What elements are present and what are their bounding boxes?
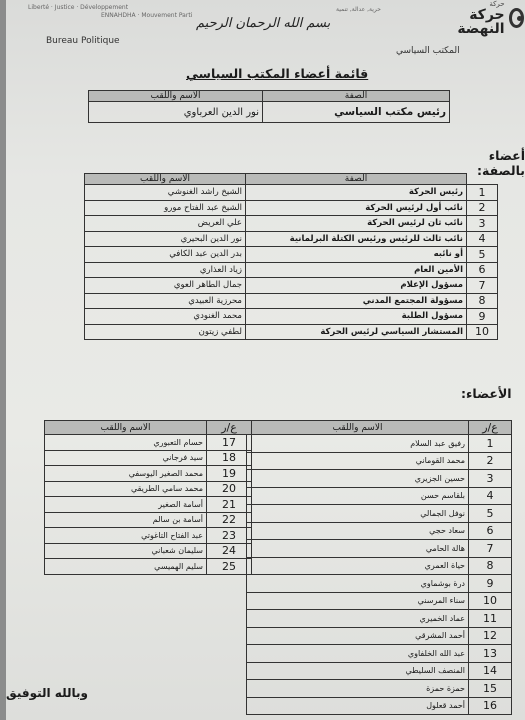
col-name-header: الاسم واللقب [85,174,246,185]
row-number: 19 [207,466,252,482]
table-row [247,610,512,628]
row-number: 8 [469,557,512,575]
table-row [85,262,498,278]
num-col-header [467,174,498,185]
row-number: 21 [207,497,252,513]
document-title: قائمة أعضاء المكتب السياسي [186,66,369,81]
name-cell: عبد الفتاح التاغوتي [45,528,207,544]
head-of-bureau-table [88,90,450,123]
row-number: 24 [207,543,252,559]
name-cell: محرزية العبيدي [85,293,246,309]
row-number: 7 [467,278,498,294]
table-row [45,481,252,497]
table-row [247,662,512,680]
header-slogan-ar: حرية, عدالة, تنمية [336,6,381,13]
name-cell: المنصف السليطي [247,662,469,680]
role-cell: رئيس الحركة [246,185,467,201]
table-row [45,528,252,544]
table-row [85,309,498,325]
role-cell: الأمين العام [246,262,467,278]
row-number: 4 [467,231,498,247]
row-number: 16 [469,697,512,715]
col-name-header: الاسم واللقب [247,421,469,435]
table-row [247,505,512,523]
row-number: 10 [469,592,512,610]
table-row [45,559,252,575]
row-number: 7 [469,540,512,558]
row-number: 4 [469,487,512,505]
name-cell: محمد القوماني [247,452,469,470]
name-cell: علي العريض [85,216,246,232]
name-cell: حياة العمري [247,557,469,575]
name-cell: أحمد المشرقي [247,627,469,645]
name-cell: نور الدين البحيري [85,231,246,247]
logo-emblem-icon [509,8,524,28]
table-row [85,247,498,263]
row-number: 2 [469,452,512,470]
name-cell: رفيق عبد السلام [247,435,469,453]
col-name-header: الاسم واللقب [45,421,207,435]
table-row [85,200,498,216]
name-cell: هالة الحامي [247,540,469,558]
row-number: 6 [467,262,498,278]
ex-officio-heading: أعضاء بالصفة: [477,148,525,178]
name-cell: زياد العذاري [85,262,246,278]
row-number: 8 [467,293,498,309]
row-number: 1 [467,185,498,201]
table-row [85,293,498,309]
name-cell: جمال الطاهر العوي [85,278,246,294]
ex-officio-table [84,173,498,340]
role-cell: مسؤولة المجتمع المدني [246,293,467,309]
row-number: 13 [469,645,512,663]
row-number: 11 [469,610,512,628]
table-row [85,231,498,247]
role-cell: نائب ثالث للرئيس ورئيس الكتلة البرلمانية [246,231,467,247]
name-cell: سليمان شعباني [45,543,207,559]
col-role-header: الصفة [246,174,467,185]
table-row [89,102,450,123]
table-row [247,592,512,610]
table-row [247,557,512,575]
name-cell: عماد الخميري [247,610,469,628]
row-number: 3 [469,470,512,488]
num-col-header: ع/ر [207,421,252,435]
row-number: 23 [207,528,252,544]
logo-small-text: حركة [489,0,505,8]
name-cell: الشيخ راشد الغنوشي [85,185,246,201]
name-cell: نوفل الجمالي [247,505,469,523]
table-row [247,487,512,505]
table-row [45,497,252,513]
table-row [247,575,512,593]
table-row [247,680,512,698]
col-role-header: الصفة [263,91,450,102]
row-number: 20 [207,481,252,497]
name-cell: أسامة بن سالم [45,512,207,528]
row-number: 15 [469,680,512,698]
name-cell: نور الدين العرباوي [89,102,263,123]
members-table-right [246,420,512,715]
name-cell: محمد سامي الطريقي [45,481,207,497]
role-cell: المستشار السياسي لرئيس الحركة [246,324,467,340]
table-row [247,452,512,470]
header-party-fr: ENNAHDHA · Mouvement Parti [101,12,193,19]
name-cell: بلقاسم حسن [247,487,469,505]
role-cell: مسؤول الطلبة [246,309,467,325]
ennahdha-logo [446,0,524,37]
name-cell: سيد فرجاني [45,450,207,466]
name-cell: سليم الهميسي [45,559,207,575]
members-table-left [44,420,252,575]
row-number: 12 [469,627,512,645]
row-number: 22 [207,512,252,528]
name-cell: سناء المرسني [247,592,469,610]
table-row [247,522,512,540]
table-row [247,645,512,663]
row-number: 17 [207,435,252,451]
name-cell: أحمد قعلول [247,697,469,715]
table-row [247,627,512,645]
bureau-politique-fr: Bureau Politique [46,36,120,46]
row-number: 3 [467,216,498,232]
table-row [45,435,252,451]
name-cell: الشيخ عبد الفتاح مورو [85,200,246,216]
table-row [85,278,498,294]
role-cell: مسؤول الإعلام [246,278,467,294]
name-cell: محمد الصغير اليوسفي [45,466,207,482]
name-cell: حسين الجزيري [247,470,469,488]
document-page [6,0,525,720]
row-number: 6 [469,522,512,540]
bismillah: بسم الله الرحمان الرحيم [196,16,331,31]
members-heading: الأعضاء: [461,386,512,401]
name-cell: لطفي زيتون [85,324,246,340]
row-number: 14 [469,662,512,680]
table-row [247,540,512,558]
row-number: 2 [467,200,498,216]
num-col-header: ع/ر [469,421,512,435]
row-number: 25 [207,559,252,575]
logo-text: حركة النهضة [457,6,505,37]
name-cell: بدر الدين عبد الكافي [85,247,246,263]
name-cell: درة بوشماوي [247,575,469,593]
table-row [85,185,498,201]
table-row [45,512,252,528]
row-number: 18 [207,450,252,466]
row-number: 10 [467,324,498,340]
name-cell: عبد الله الخلفاوي [247,645,469,663]
table-row [45,466,252,482]
row-number: 9 [467,309,498,325]
role-cell: أو نائبه [246,247,467,263]
name-cell: حسام التعبوري [45,435,207,451]
table-row [247,435,512,453]
row-number: 1 [469,435,512,453]
col-name-header: الاسم واللقب [89,91,263,102]
table-row [45,543,252,559]
table-row [85,324,498,340]
name-cell: حمزة حمزة [247,680,469,698]
role-cell: رئيس مكتب السياسي [263,102,450,123]
row-number: 5 [469,505,512,523]
closing-text: وبالله التوفيق [6,686,88,700]
name-cell: سعاد حجي [247,522,469,540]
header-slogan-fr: Liberté · Justice · Développement [28,4,129,11]
row-number: 5 [467,247,498,263]
table-row [247,470,512,488]
row-number: 9 [469,575,512,593]
role-cell: نائب أول لرئيس الحركة [246,200,467,216]
table-row [247,697,512,715]
bureau-politique-ar: المكتب السياسي [396,46,460,56]
name-cell: أسامة الصغير [45,497,207,513]
name-cell: محمد الغنودي [85,309,246,325]
role-cell: نائب ثان لرئيس الحركة [246,216,467,232]
table-row [45,450,252,466]
table-row [85,216,498,232]
